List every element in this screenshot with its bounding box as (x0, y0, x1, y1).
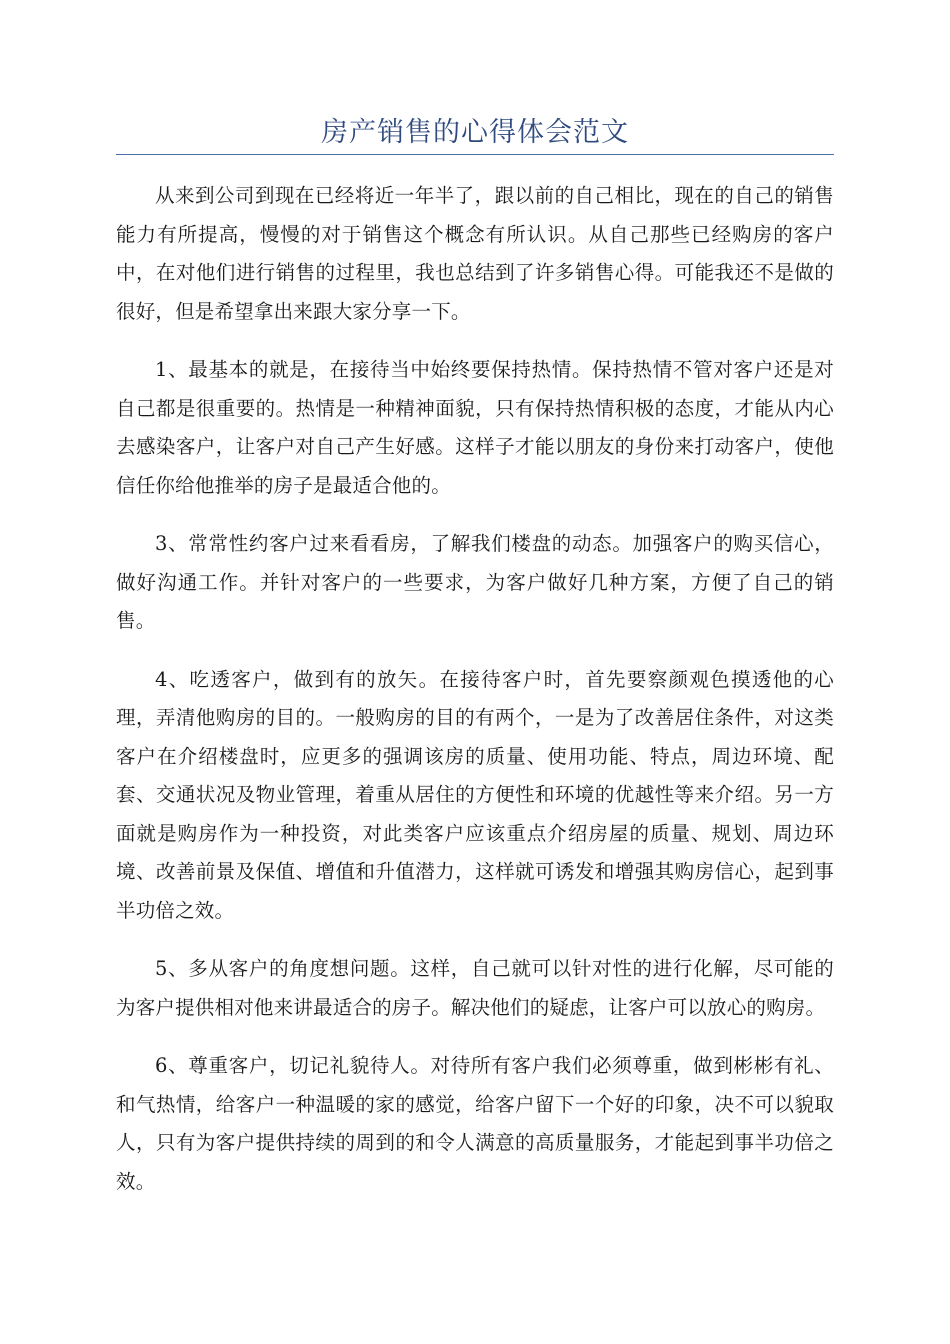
paragraph-intro: 从来到公司到现在已经将近一年半了，跟以前的自己相比，现在的自己的销售能力有所提高，慢慢的对于销售这个概念有所认识。从自己那些已经购房的客户中，在对他们进行销售的过程里，我也总结到了许多销售心得。可能我还不是做的很好，但是希望拿出来跟大家分享一下。 (116, 184, 834, 323)
paragraph-point-6: 6、尊重客户，切记礼貌待人。对待所有客户我们必须尊重，做到彬彬有礼、和气热情，给客户一种温暖的家的感觉，给客户留下一个好的印象，决不可以貌取人，只有为客户提供持续的周到的和令人满意的高质量服务，才能起到事半功倍之效。 (116, 1054, 834, 1193)
paragraph-point-5: 5、多从客户的角度想问题。这样，自己就可以针对性的进行化解，尽可能的为客户提供相对他来讲最适合的房子。解决他们的疑虑，让客户可以放心的购房。 (116, 957, 834, 1019)
paragraph-point-4: 4、吃透客户，做到有的放矢。在接待客户时，首先要察颜观色摸透他的心理，弄清他购房的目的。一般购房的目的有两个，一是为了改善居住条件，对这类客户在介绍楼盘时，应更多的强调该房的质量、使用功能、特点，周边环境、配套、交通状况及物业管理，着重从居住的方便性和环境的优越性等来介绍。另一方面就是购房作为一种投资，对此类客户应该重点介绍房屋的质量、规划、周边环境、改善前景及保值、增值和升值潜力，这样就可诱发和增强其购房信心，起到事半功倍之效。 (116, 667, 834, 922)
document-page (116, 112, 834, 1221)
document-title: 房产销售的心得体会范文 (321, 117, 629, 148)
title-underline (116, 154, 834, 155)
paragraph-point-3: 3、常常性约客户过来看看房，了解我们楼盘的动态。加强客户的购买信心，做好沟通工作。并针对客户的一些要求，为客户做好几种方案，方便了自己的销售。 (116, 532, 834, 632)
paragraph-point-1: 1、最基本的就是，在接待当中始终要保持热情。保持热情不管对客户还是对自己都是很重要的。热情是一种精神面貌，只有保持热情积极的态度，才能从内心去感染客户，让客户对自己产生好感。这样子才能以朋友的身份来打动客户，使他信任你给他推举的房子是最适合他的。 (116, 358, 834, 497)
